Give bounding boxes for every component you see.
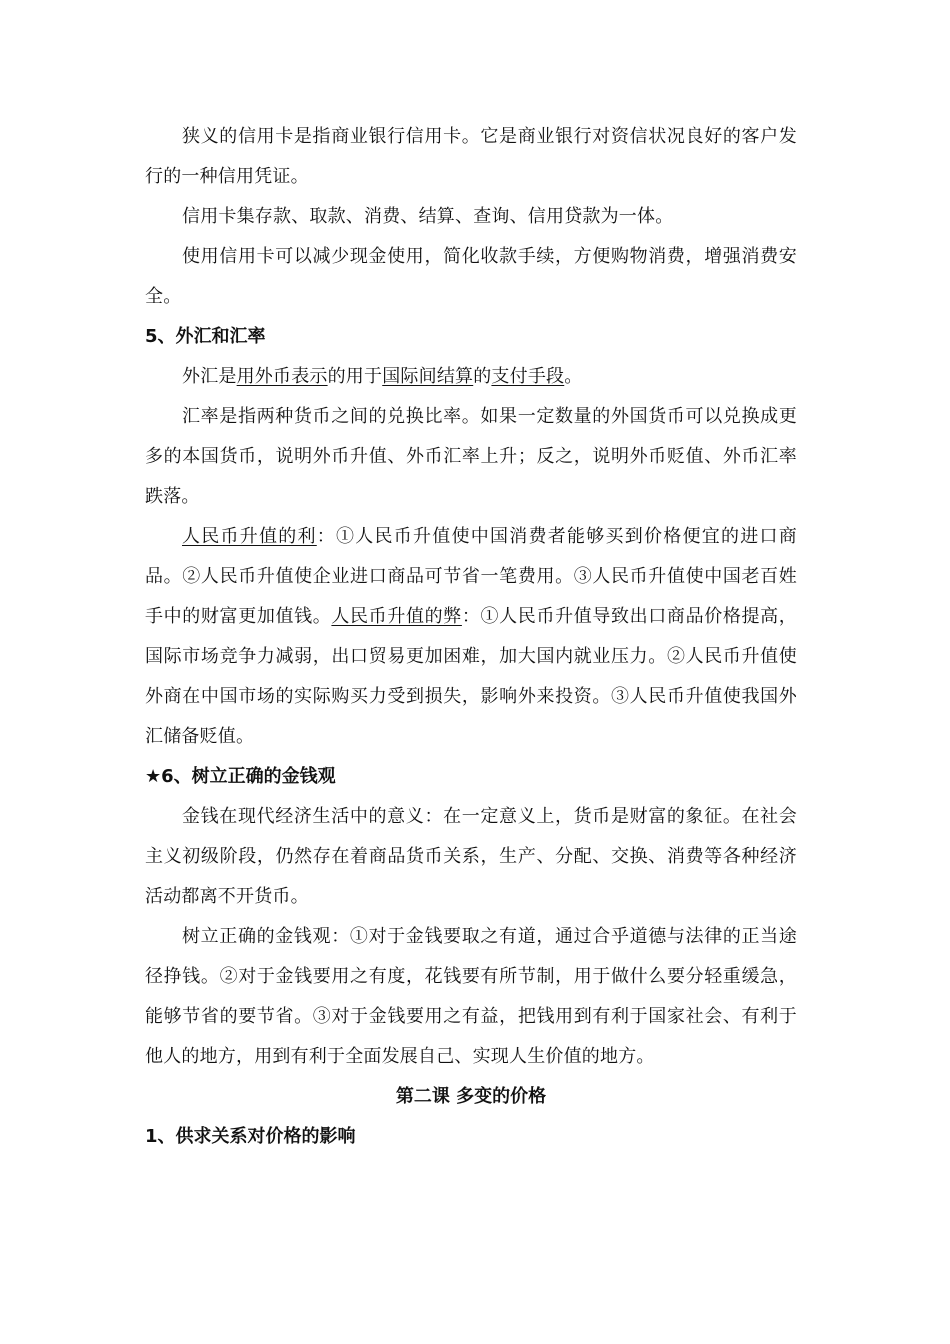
paragraph-credit-card-functions: 信用卡集存款、取款、消费、结算、查询、信用贷款为一体。 [182, 206, 674, 227]
paragraph-rmb-appreciation [145, 517, 797, 757]
heading-supply-demand-price: 1、供求关系对价格的影响 [145, 1126, 356, 1147]
paragraph-credit-card-benefits: 使用信用卡可以减少现金使用，简化收款手续，方便购物消费，增强消费安全。 [145, 246, 797, 307]
text-run-cons: ：①人民币升值导致出口商品价格提高，国际市场竞争力减弱，出口贸易更加困难，加大国内就业压力。②人民币升值使外商在中国市场的实际购买力受到损失，影响外来投资。③人民币升值使我国外汇储备贬值。 [145, 606, 797, 747]
paragraph-money-meaning: 金钱在现代经济生活中的意义：在一定意义上，货币是财富的象征。在社会主义初级阶段，仍然存在着商品货币关系，生产、分配、交换、消费等各种经济活动都离不开货币。 [145, 806, 797, 907]
text-run: 的 [473, 366, 492, 387]
paragraph-forex-definition [145, 357, 797, 397]
heading-forex-and-exchange-rate: 5、外汇和汇率 [145, 326, 266, 347]
text-run: 。 [564, 366, 583, 387]
underlined-term-pros: 人民币升值的利 [182, 526, 317, 547]
underlined-term: 国际间结算 [382, 366, 474, 387]
text-run: 外汇是 [182, 366, 237, 387]
heading-correct-money-view: ★6、树立正确的金钱观 [145, 766, 336, 787]
heading-lesson-two: 第二课 多变的价格 [395, 1086, 547, 1107]
text-run-pros: ：①人民币升值使中国消费者能够买到价格便宜的进口商品。②人民币升值使企业进口商品可节省一笔费用。③人民币升值使中国老百姓手中的财富更加值钱。 [145, 526, 797, 627]
underlined-term: 用外币表示 [236, 366, 328, 387]
paragraph-credit-card-definition: 狭义的信用卡是指商业银行信用卡。它是商业银行对资信状况良好的客户发行的一种信用凭证。 [145, 126, 797, 187]
underlined-term-cons: 人民币升值的弊 [331, 606, 462, 627]
underlined-term: 支付手段 [491, 366, 565, 387]
paragraph-money-view: 树立正确的金钱观：①对于金钱要取之有道，通过合乎道德与法律的正当途径挣钱。②对于金钱要用之有度，花钱要有所节制，用于做什么要分轻重缓急，能够节省的要节省。③对于金钱要用之有益，把钱用到有利于国家社会、有利于他人的地方，用到有利于全面发展自己、实现人生价值的地方。 [145, 926, 797, 1067]
document-page [145, 117, 797, 1157]
text-run: 的用于 [327, 366, 383, 387]
paragraph-exchange-rate: 汇率是指两种货币之间的兑换比率。如果一定数量的外国货币可以兑换成更多的本国货币，说明外币升值、外币汇率上升；反之，说明外币贬值、外币汇率跌落。 [145, 406, 797, 507]
